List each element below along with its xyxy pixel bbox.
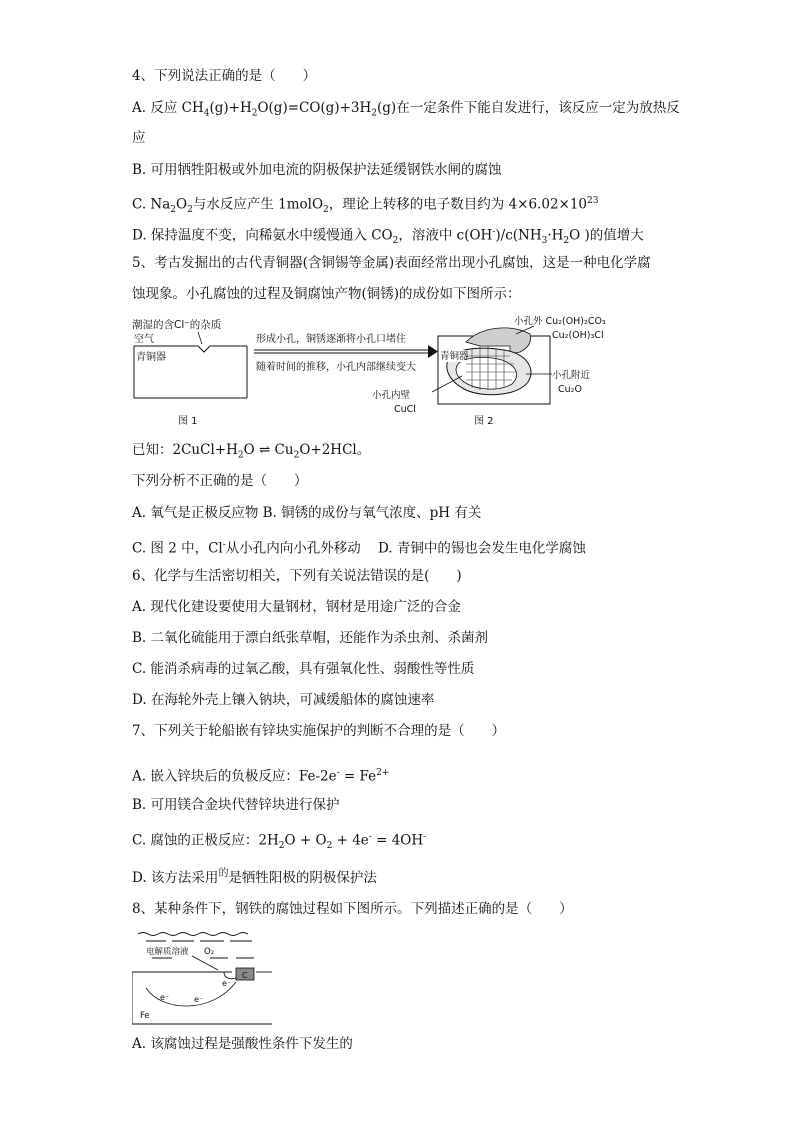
q6-option-a: A. 现代化建设要使用大量钢材，钢材是用途广泛的合金 — [132, 599, 461, 615]
q6-stem: 6、化学与生活密切相关，下列有关说法错误的是( ) — [132, 568, 462, 584]
q4-stem: 4、下列说法正确的是（ ） — [132, 68, 317, 84]
q7-option-a: A. 嵌入锌块后的负极反应：$Fe-2e^- = Fe^{2+}$ — [132, 768, 390, 785]
fig1 — [132, 318, 247, 427]
q8-fig-o2: O₂ — [204, 947, 215, 957]
arrow-label-line2: 随着时间的推移，小孔内部继续变大 — [256, 362, 416, 373]
fig2-label-outer: 小孔外 Cu₂(OH)₂CO₃ — [514, 316, 606, 327]
q8-fig-e2: e⁻ — [194, 995, 204, 1004]
q5-options-cd: C. 图 2 中，Cl-从小孔内向小孔外移动 D. 青铜中的锡也会发生电化学腐蚀 — [132, 540, 586, 557]
fig2-label-near: 小孔附近 — [552, 370, 591, 381]
fig1-caption: 图 1 — [178, 416, 198, 427]
fig2-label-inner: 小孔内壁 — [372, 390, 411, 401]
fig2-label-inner2: CuCl — [394, 404, 416, 415]
q6-option-d: D. 在海轮外壳上镶入钠块，可减缓船体的腐蚀速率 — [132, 692, 435, 708]
q8-stem: 8、某种条件下，钢铁的腐蚀过程如下图所示。下列描述正确的是（ ） — [132, 901, 573, 917]
q8-fig-electrolyte: 电解质溶液 — [146, 947, 189, 957]
q7-option-b: B. 可用镁合金块代替锌块进行保护 — [132, 797, 340, 813]
q4-option-b: B. 可用牺牲阳极或外加电流的阴极保护法延缓钢铁水闸的腐蚀 — [132, 162, 502, 178]
q4-option-c: C. $Na_2O_2$与水反应产生 1molO$_2$，理论上转移的电子数目约为 $4\times 6.02\times 10^{23}$ — [132, 196, 599, 216]
q8-fig-e1: e⁻ — [160, 993, 170, 1002]
fig2-caption: 图 2 — [474, 416, 494, 427]
q5-known: 已知：$2CuCl+H_2O$ ⇌ $Cu_2O+2HCl$。 — [132, 442, 371, 461]
q4-option-d: D. 保持温度不变，向稀氨水中缓慢通入 $CO_2$，溶液中 $c(OH^-)/c(NH_3\cdot H_2O$ )的值增大 — [132, 227, 644, 247]
fig2-label-bronze: 青铜器 — [440, 351, 469, 362]
q5-ask: 下列分析不正确的是（ ） — [132, 473, 308, 489]
process-arrow — [254, 332, 438, 373]
arrow-label-line1: 形成小孔，铜锈逐渐将小孔口堵住 — [256, 334, 406, 345]
q5-stem-line1: 5、考古发掘出的古代青铜器(含铜锡等金属)表面经常出现小孔腐蚀，这是一种电化学腐 — [132, 255, 651, 271]
fig2-label-outer2: Cu₂(OH)₃Cl — [552, 330, 604, 341]
q8-fig-fe: Fe — [140, 1011, 150, 1021]
q5-figure — [132, 312, 652, 432]
q7-stem: 7、下列关于轮船嵌有锌块实施保护的判断不合理的是（ ） — [132, 723, 506, 739]
q5-stem-line2: 蚀现象。小孔腐蚀的过程及铜腐蚀产物(铜锈)的成份如下图所示： — [132, 286, 521, 302]
fig1-label-bronze: 青铜器 — [136, 352, 166, 363]
q6-option-b: B. 二氧化硫能用于漂白纸张草帽，还能作为杀虫剂、杀菌剂 — [132, 630, 489, 646]
q8-fig-e3: e⁻ — [222, 979, 232, 988]
q7-option-c: C. 腐蚀的正极反应：$2H_2O + O_2 + 4e^- = 4OH^-$ — [132, 832, 427, 852]
q5-options-ab: A. 氧气是正极反应物 B. 铜锈的成份与氧气浓度、pH 有关 — [132, 505, 482, 521]
fig2-label-near2: Cu₂O — [558, 384, 582, 395]
q6-option-c: C. 能消杀病毒的过氧乙酸，具有强氧化性、弱酸性等性质 — [132, 661, 475, 677]
q8-fig-c: C — [242, 971, 248, 980]
q4-option-a-cont: 应 — [132, 130, 146, 146]
q4-option-a: A. 反应 $CH_4(g)+H_2O(g)=CO(g)+3H_2(g)$在一定条件下能自发进行，该反应一定为放热反 — [132, 100, 680, 119]
fig1-label-air: 空气 — [134, 334, 154, 345]
q8-option-a: A. 该腐蚀过程是强酸性条件下发生的 — [132, 1036, 353, 1052]
q7-option-d: D. 该方法采用$^的$是牺牲阳极的阴极保护法 — [132, 868, 377, 886]
q8-figure — [132, 928, 272, 1028]
fig1-label-impurity: 潮湿的含Cl⁻的杂质 — [132, 319, 222, 331]
